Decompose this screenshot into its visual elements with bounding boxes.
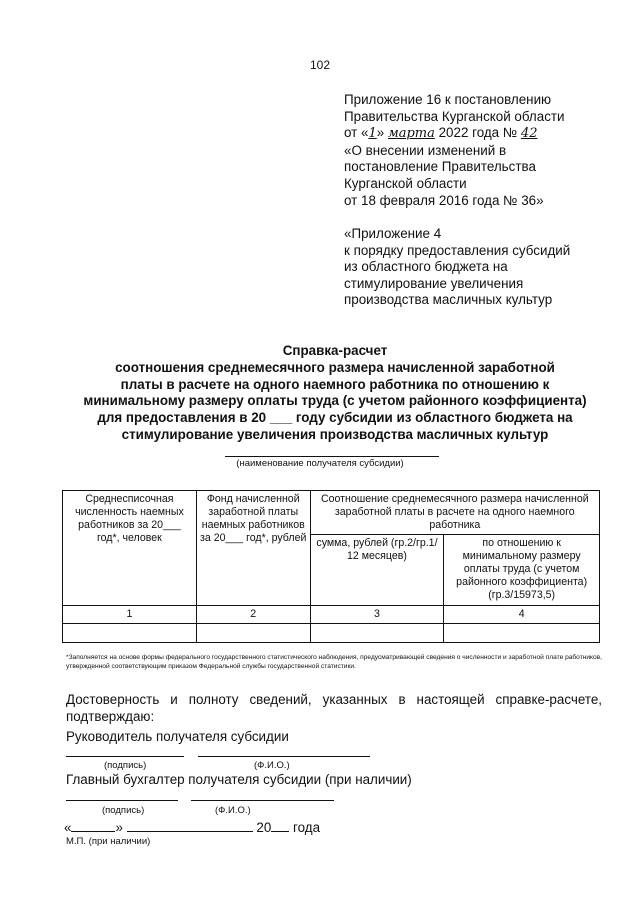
appendix-date-line (344, 125, 634, 143)
appendix-line-1: Приложение 16 к постановлению (344, 92, 552, 107)
header-ratio-group: Соотношение среднемесячного размера начисленной заработной платы в расчете на одного наемного работника (310, 491, 599, 535)
sub-appendix-line-3: из областного бюджета на (344, 259, 508, 275)
document-title (50, 343, 620, 444)
confirmation-text: Достоверность и полноту сведений, указанных в настоящей справке-расчете, подтверждаю: (66, 692, 602, 724)
table-empty-row (63, 624, 600, 643)
title-line-5: для предоставления в 20 ___ году субсидии из областного бюджета на (97, 410, 573, 426)
title-line-6: стимулирование увеличения производства масличных культур (121, 426, 549, 442)
date-line (64, 819, 320, 835)
year-blank (271, 819, 289, 832)
handwritten-month: марта (387, 126, 435, 142)
title-line-2: соотношения среднемесячного размера начисленной заработной (115, 359, 555, 375)
accountant-name-line (191, 800, 334, 801)
appendix-line-5: постановление Правительства (344, 159, 536, 175)
col-number-3: 3 (310, 606, 444, 624)
stamp-note: М.П. (при наличии) (66, 836, 151, 847)
footnote: *Заполняется на основе формы федерального государственного статистического наблюдения, предусматривающей сведения о численности и заработной плате работников, утвержденной соответствующим приказом Федеральной службы государственной статистики. (66, 654, 603, 670)
appendix-block (344, 92, 634, 209)
appendix-line-4: «О внесении изменений в (344, 142, 507, 158)
sub-appendix-line-1: «Приложение 4 (344, 226, 442, 241)
head-name-line (198, 756, 370, 757)
recipient-caption: (наименование получателя субсидии) (236, 458, 404, 469)
year-prefix: 20 (256, 820, 272, 835)
sub-appendix-line-5: производства масличных культур (344, 292, 553, 308)
header-mrot-ratio: по отношению к минимальному размеру оплаты труда (с учетом районного коэффициента) (гр.3/15973,5) (444, 535, 600, 606)
date-close-quote: » (115, 820, 123, 835)
recipient-name-line (225, 456, 439, 457)
accountant-name-caption: (Ф.И.О.) (215, 805, 251, 816)
col-number-4: 4 (444, 606, 600, 624)
header-sum: сумма, рублей (гр.2/гр.1/ 12 месяцев) (310, 535, 444, 606)
handwritten-number: 42 (520, 126, 538, 142)
title-line-4: минимальному размеру оплаты труда (с учетом районного коэффициента) (83, 393, 587, 409)
empty-cell-4 (444, 624, 600, 643)
sub-appendix-line-4: стимулирование увеличения (344, 275, 524, 291)
accountant-label: Главный бухгалтер получателя субсидии (при наличии) (66, 772, 412, 787)
header-payroll-fund: Фонд начисленной заработной платы наемных работников за 20___ год*, рублей (196, 491, 310, 606)
title-line-3: платы в расчете на одного наемного работника по отношению к (120, 376, 550, 392)
header-employees: Среднесписочная численность наемных работников за 20___ год*, человек (63, 491, 197, 606)
date-mid: » (376, 125, 385, 141)
day-blank (71, 819, 115, 832)
empty-cell-2 (196, 624, 310, 643)
handwritten-day: 1 (368, 126, 377, 142)
accountant-signature-line (66, 800, 178, 801)
date-prefix: от « (344, 125, 369, 141)
table-header-row (63, 491, 600, 535)
col-number-1: 1 (63, 606, 197, 624)
year-suffix: года (293, 820, 321, 835)
head-label: Руководитель получателя субсидии (66, 729, 289, 744)
empty-cell-3 (310, 624, 444, 643)
page-number: 102 (309, 58, 331, 72)
year-text: 2022 года № (438, 125, 518, 141)
appendix-line-7: от 18 февраля 2016 года № 36» (344, 192, 544, 208)
table-number-row (63, 606, 600, 624)
date-open-quote: « (64, 820, 72, 835)
sub-appendix-line-2: к порядку предоставления субсидий (344, 242, 571, 258)
sub-appendix-block (344, 226, 634, 309)
head-name-caption: (Ф.И.О.) (254, 760, 290, 771)
appendix-line-2: Правительства Курганской области (344, 108, 565, 124)
accountant-signature-caption: (подпись) (102, 805, 145, 816)
head-signature-caption: (подпись) (104, 760, 147, 771)
month-blank (127, 819, 253, 832)
head-signature-line (66, 756, 184, 757)
title-line-1: Справка-расчет (282, 343, 388, 358)
appendix-line-6: Курганской области (344, 175, 467, 191)
empty-cell-1 (63, 624, 197, 643)
calculation-table (62, 490, 600, 643)
col-number-2: 2 (196, 606, 310, 624)
